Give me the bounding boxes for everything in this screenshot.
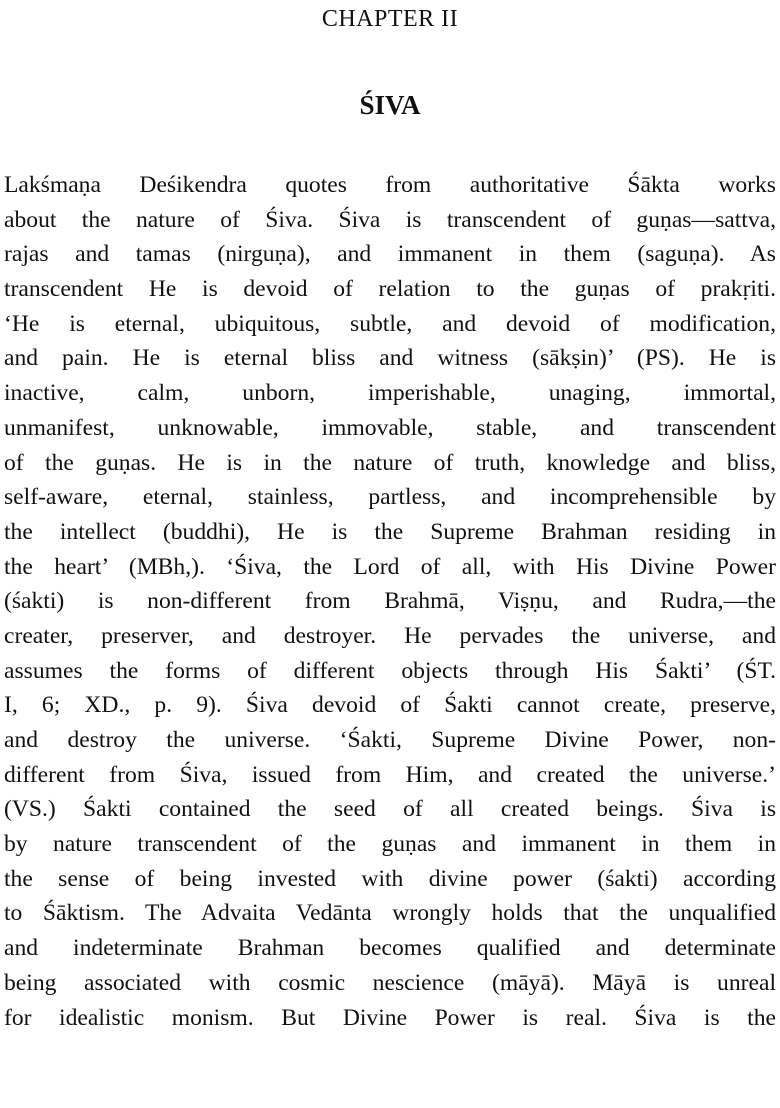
text-line: I, 6; XD., p. 9). Śiva devoid of Śakti cannot create, preserve, (4, 692, 776, 719)
text-line: creater, preserver, and destroyer. He pervades the universe, and (4, 622, 776, 649)
text-line: (VS.) Śakti contained the seed of all created beings. Śiva is (4, 796, 776, 823)
text-line: unmanifest, unknowable, immovable, stable, and transcendent (4, 414, 776, 441)
text-line: and destroy the universe. ‘Śakti, Supreme Divine Power, non- (4, 727, 776, 753)
body-paragraph (4, 168, 776, 1035)
text-line: about the nature of Śiva. Śiva is transcendent of guṇas—sattva, (4, 206, 776, 233)
text-line: Lakśmaṇa Deśikendra quotes from authoritative Śākta works (4, 172, 776, 198)
text-line: and pain. He is eternal bliss and witness (sākṣin)’ (PS). He is (4, 345, 776, 372)
text-line: the heart’ (MBh,). ‘Śiva, the Lord of all, with His Divine Power (4, 553, 776, 580)
text-line: different from Śiva, issued from Him, and created the universe.’ (4, 761, 776, 788)
text-line: the intellect (buddhi), He is the Supreme Brahman residing in (4, 518, 776, 545)
text-line: of the guṇas. He is in the nature of truth, knowledge and bliss, (4, 449, 776, 476)
text-line: and indeterminate Brahman becomes qualified and determinate (4, 935, 776, 962)
text-line: (śakti) is non-different from Brahmā, Viṣṇu, and Rudra,—the (4, 588, 776, 615)
text-line: self-aware, eternal, stainless, partless, and incomprehensible by (4, 484, 776, 511)
text-line: ‘He is eternal, ubiquitous, subtle, and devoid of modification, (4, 310, 776, 337)
text-line: being associated with cosmic nescience (māyā). Māyā is unreal (4, 969, 776, 996)
chapter-title: ŚIVA (359, 90, 421, 120)
text-line: rajas and tamas (nirguṇa), and immanent in them (saguṇa). As (4, 241, 776, 268)
text-line: inactive, calm, unborn, imperishable, unaging, immortal, (4, 380, 776, 407)
text-line: by nature transcendent of the guṇas and immanent in them in (4, 831, 776, 858)
text-line: transcendent He is devoid of relation to the guṇas of prakṛiti. (4, 276, 776, 303)
text-line: the sense of being invested with divine power (śakti) according (4, 865, 776, 892)
text-line: to Śāktism. The Advaita Vedānta wrongly holds that the unqualified (4, 900, 776, 927)
text-line: for idealistic monism. But Divine Power is real. Śiva is the (4, 1004, 776, 1031)
chapter-label: CHAPTER II (321, 6, 459, 32)
text-line: assumes the forms of different objects through His Śakti’ (ŚT. (4, 657, 776, 684)
